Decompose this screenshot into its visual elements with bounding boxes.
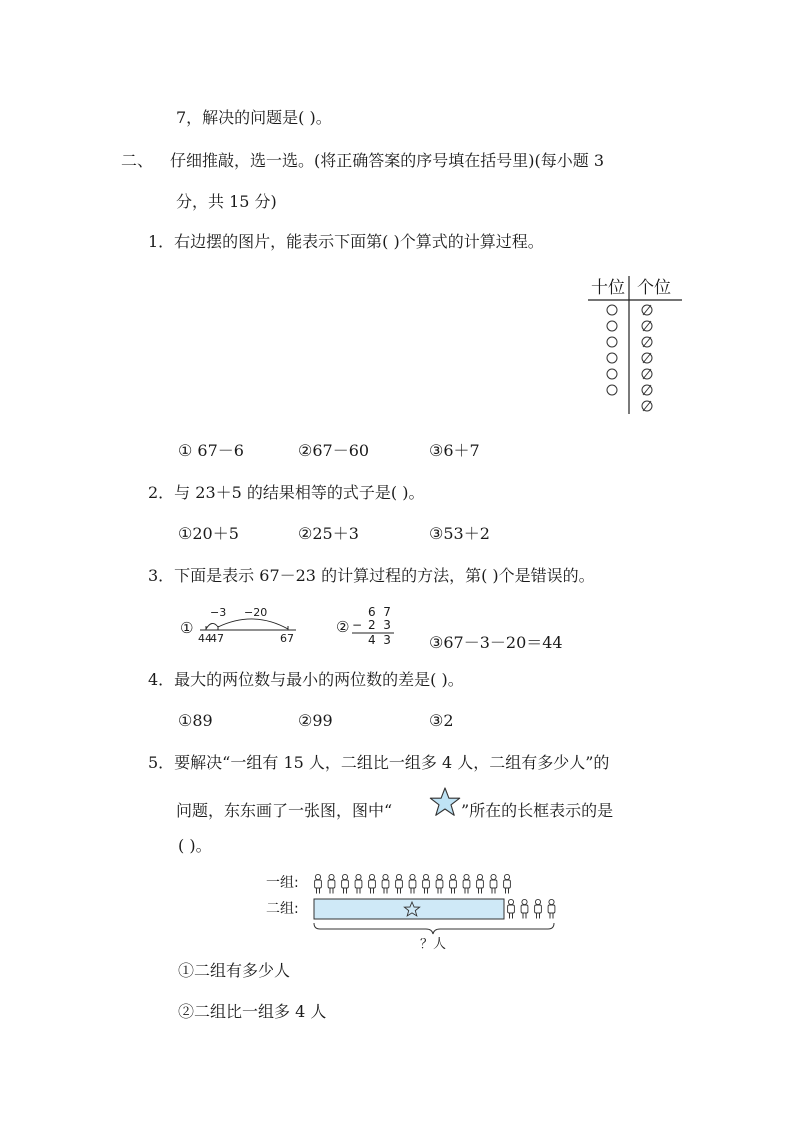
q2-option-1: ①20＋5: [178, 524, 239, 543]
question-5-text-2b: ”所在的长框表示的是: [461, 801, 614, 820]
group-2-extra-people: [508, 899, 555, 918]
q1-option-2: ②67－60: [298, 441, 370, 460]
star-icon: [428, 786, 462, 818]
group-diagram: [262, 868, 562, 952]
question-4-text: 4．最大的两位数与最小的两位数的差是( )。: [148, 670, 464, 689]
total-question-label: ？人: [419, 937, 447, 952]
q3-number-line: [178, 602, 298, 646]
place-value-table: [584, 272, 684, 420]
previous-question-tail: 7，解决的问题是( )。: [176, 108, 332, 127]
q2-option-3: ③53＋2: [429, 524, 490, 543]
question-5-text-2a: 问题，东东画了一张图，图中“: [176, 801, 393, 820]
q3-vertical-subtraction: [334, 604, 404, 648]
section-number: 二、: [121, 151, 154, 170]
q5-option-1: ①二组有多少人: [178, 961, 291, 980]
q3-option-2-mark: ②: [336, 618, 350, 636]
q1-option-3: ③6＋7: [429, 441, 480, 460]
question-1-text: 1．右边摆的图片，能表示下面第( )个算式的计算过程。: [148, 232, 544, 251]
question-5-text-3: ( )。: [178, 836, 212, 855]
question-2-text: 2．与 23＋5 的结果相等的式子是( )。: [148, 483, 425, 502]
q2-option-2: ②25＋3: [298, 524, 359, 543]
tens-header: 十位: [591, 278, 625, 298]
tick-47: 47: [210, 632, 224, 645]
section-title: 仔细推敲，选一选。(将正确答案的序号填在括号里)(每小题 3: [170, 151, 604, 170]
tick-67: 67: [280, 632, 294, 645]
subtrahend: 2 3: [368, 618, 391, 632]
tick-44: 44: [198, 632, 212, 645]
question-3-text: 3．下面是表示 67－23 的计算过程的方法，第( )个是错误的。: [148, 566, 595, 585]
section-title-cont: 分，共 15 分): [176, 192, 277, 211]
minus-3-label: −3: [210, 606, 227, 619]
q5-option-2: ②二组比一组多 4 人: [178, 1002, 327, 1021]
q4-option-2: ②99: [298, 711, 333, 730]
group-1-label: 一组:: [266, 875, 299, 891]
group-2-label: 二组:: [266, 901, 299, 917]
difference: 4 3: [368, 633, 391, 647]
q1-option-1: ① 67－6: [178, 441, 244, 460]
q4-option-1: ①89: [178, 711, 213, 730]
question-5-text-1: 5．要解决“一组有 15 人，二组比一组多 4 人，二组有多少人”的: [148, 753, 610, 772]
q4-option-3: ③2: [429, 711, 454, 730]
q3-option-3: ③67－3－20＝44: [429, 633, 563, 652]
minus-sign: −: [352, 618, 363, 632]
minus-20-label: −20: [244, 606, 268, 619]
minuend: 6 7: [368, 605, 391, 619]
total-brace: [314, 923, 554, 934]
ones-counters-crossed: [642, 305, 652, 411]
tens-counters: [607, 305, 617, 395]
q3-option-1-mark: ①: [180, 619, 194, 637]
ones-header: 个位: [637, 278, 671, 298]
group-1-people: [315, 874, 511, 893]
